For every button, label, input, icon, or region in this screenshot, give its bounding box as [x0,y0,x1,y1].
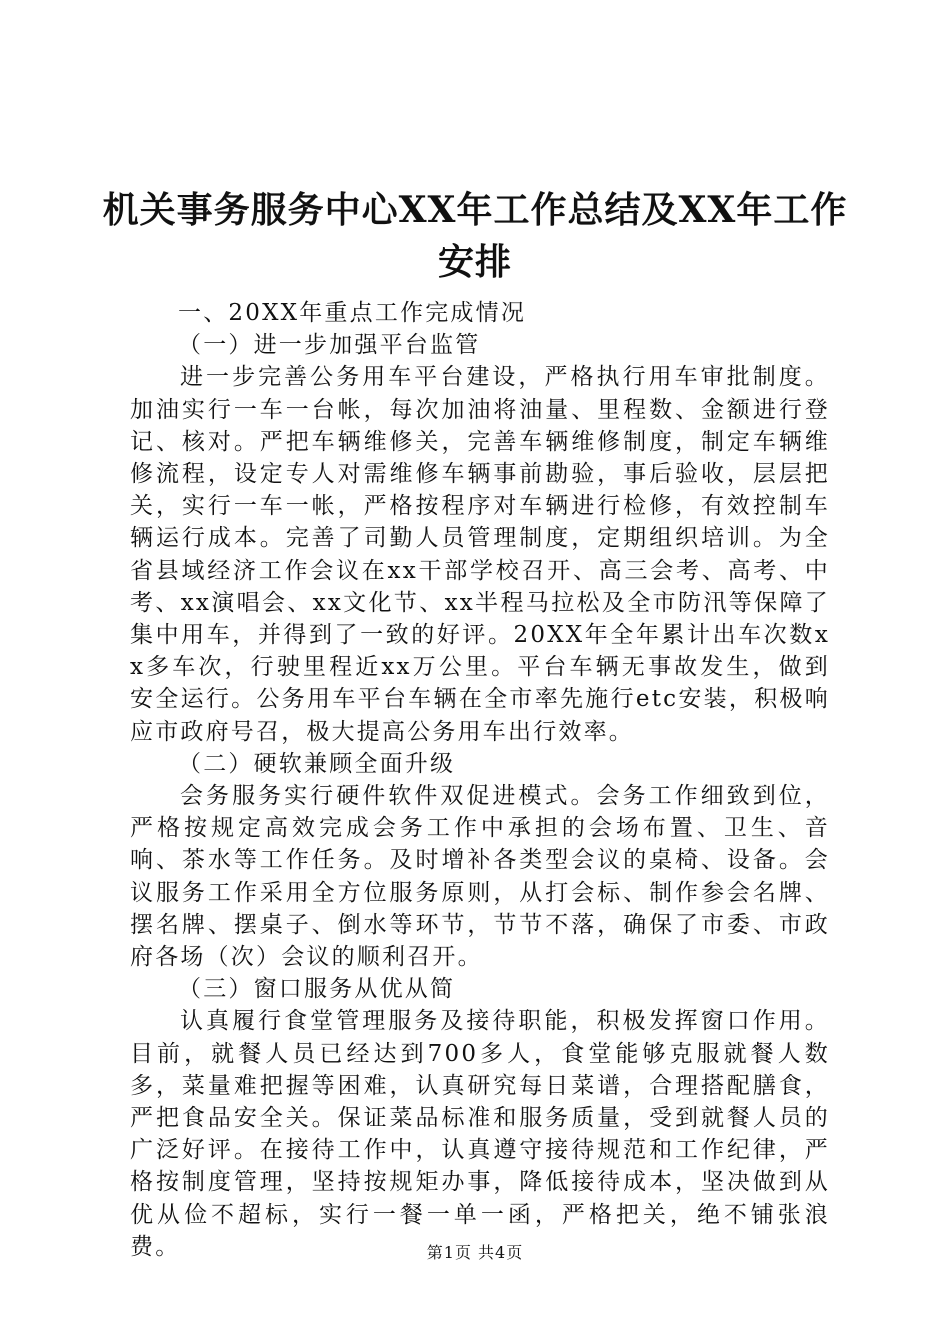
subsection-heading-3: （三）窗口服务从优从简 [178,976,456,1003]
paragraph-vehicle-platform: 进一步完善公务用车平台建设，严格执行用车审批制度。加油实行一车一台帐，每次加油将油量、里程数、金额进行登记、核对。严把车辆维修关，完善车辆维修制度，制定车辆维修流程，设定专人对需维修车辆事前勘验，事后验收，层层把关，实行一车一帐，严格按程序对车辆进行检修，有效控制车辆运行成本。完善了司勤人员管理制度，定期组织培训。为全省县域经济工作会议在xx干部学校召开、高三会考、高考、中考、xx演唱会、xx文化节、xx半程马拉松及全市防汛等保障了集中用车，并得到了一致的好评。20XX年全年累计出车次数xx多车次，行驶里程近xx万公里。平台车辆无事故发生，做到安全运行。公务用车平台车辆在全市率先施行etc安装，积极响应市政府号召，极大提高公务用车出行效率。 [130,364,830,745]
section-heading-1: 一、20XX年重点工作完成情况 [178,300,527,326]
paragraph-canteen-reception: 认真履行食堂管理服务及接待职能，积极发挥窗口作用。目前，就餐人员已经达到700多人，食堂能够克服就餐人数多，菜量难把握等困难，认真研究每日菜谱，合理搭配膳食，严把食品安全关。保证菜品标准和服务质量，受到就餐人员的广泛好评。在接待工作中，认真遵守接待规范和工作纪律，严格按制度管理，坚持按规矩办事，降低接待成本，坚决做到从优从俭不超标，实行一餐一单一函，严格把关，绝不铺张浪费。 [130,1008,830,1260]
paragraph-conference-service: 会务服务实行硬件软件双促进模式。会务工作细致到位，严格按规定高效完成会务工作中承担的会场布置、卫生、音响、茶水等工作任务。及时增补各类型会议的桌椅、设备。会议服务工作采用全方位服务原则，从打会标、制作参会名牌、摆名牌、摆桌子、倒水等环节，节节不落，确保了市委、市政府各场（次）会议的顺利召开。 [130,783,830,971]
subsection-heading-2: （二）硬软兼顾全面升级 [178,750,456,777]
page-number-footer: 第1页 共4页 [426,1243,524,1262]
subsection-heading-1: （一）进一步加强平台监管 [178,332,481,359]
document-title-line-2: 安排 [437,241,512,283]
document-body [130,297,830,1263]
document-title-line-1: 机关事务服务中心XX年工作总结及XX年工作 [102,189,848,231]
